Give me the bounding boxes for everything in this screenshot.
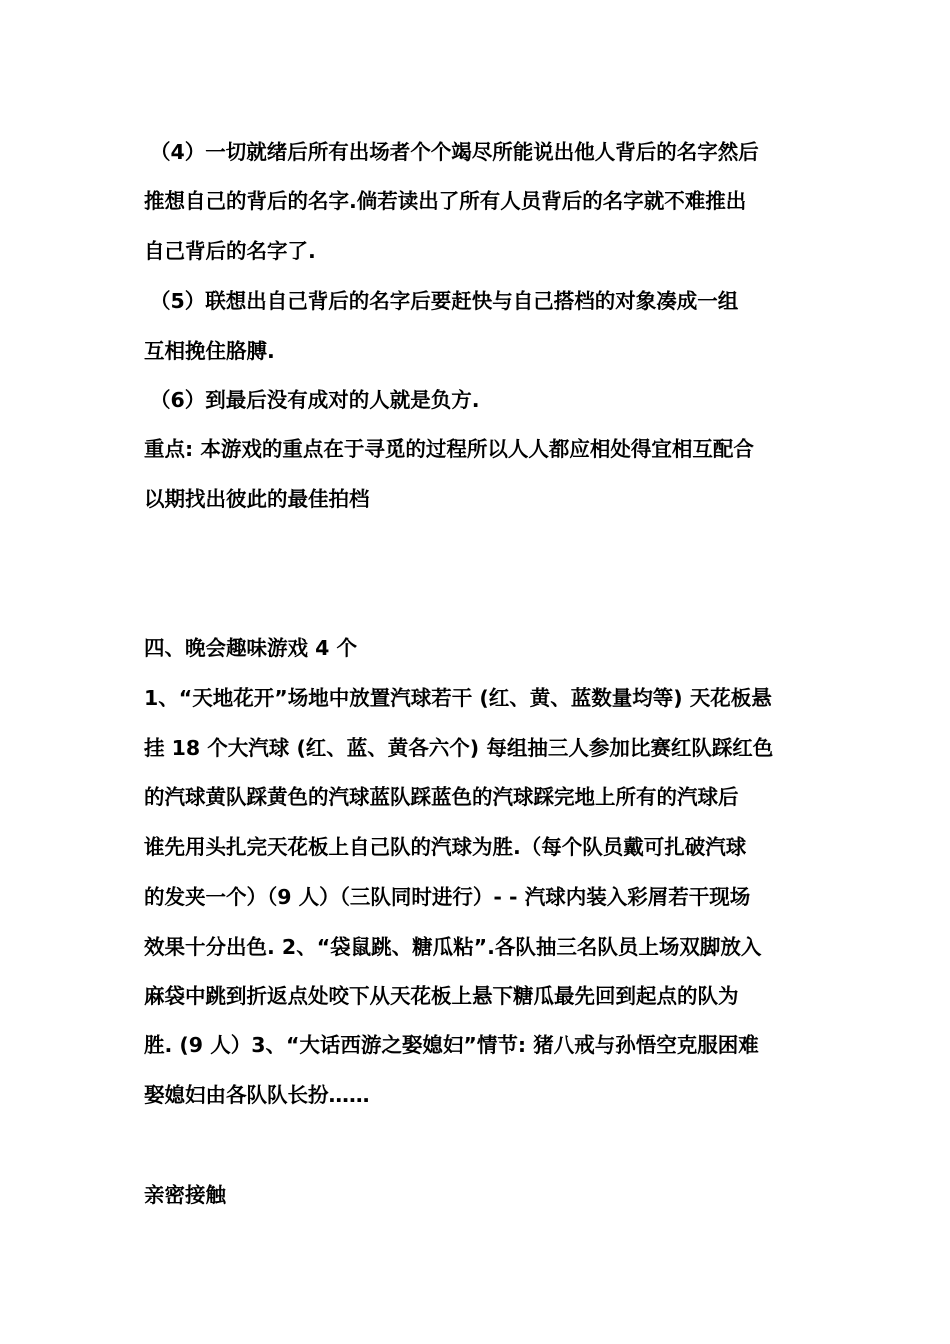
key-point-line: 重点: 本游戏的重点在于寻觅的过程所以人人都应相处得宜相互配合 [144,437,754,461]
section-heading: 四、晚会趣味游戏 4 个 [144,636,358,660]
text-line: 胜. (9 人）3、“大话西游之娶媳妇”情节: 猪八戒与孙悟空克服困难 [144,1033,759,1057]
text-line-step-6: （6）到最后没有成对的人就是负方. [150,388,480,412]
text-line: 自己背后的名字了. [144,239,316,263]
text-line: 的汽球黄队踩黄色的汽球蓝队踩蓝色的汽球踩完地上所有的汽球后 [144,785,739,809]
text-line: 互相挽住胳膊. [144,339,275,363]
text-line: 谁先用头扎完天花板上自己队的汽球为胜.（每个队员戴可扎破汽球 [144,835,747,859]
text-line: 娶媳妇由各队队长扮…… [144,1083,370,1107]
text-line-step-4: （4）一切就绪后所有出场者个个竭尽所能说出他人背后的名字然后 [150,140,759,164]
subsection-heading: 亲密接触 [144,1183,226,1207]
game-1-line: 1、“天地花开”场地中放置汽球若干 (红、黄、蓝数量均等) 天花板悬 [144,686,772,710]
text-line-step-5: （5）联想出自己背后的名字后要赶快与自己搭档的对象凑成一组 [150,289,739,313]
text-line: 效果十分出色. 2、“袋鼠跳、糖瓜粘”.各队抽三名队员上场双脚放入 [144,935,762,959]
text-line: 的发夹一个）（9 人）（三队同时进行）- - 汽球内装入彩屑若干现场 [144,885,751,909]
text-line: 麻袋中跳到折返点处咬下从天花板上悬下糖瓜最先回到起点的队为 [144,984,739,1008]
text-line: 推想自己的背后的名字.倘若读出了所有人员背后的名字就不难推出 [144,189,747,213]
text-line: 挂 18 个大汽球 (红、蓝、黄各六个) 每组抽三人参加比赛红队踩红色 [144,736,774,760]
text-line: 以期找出彼此的最佳拍档 [144,487,370,511]
